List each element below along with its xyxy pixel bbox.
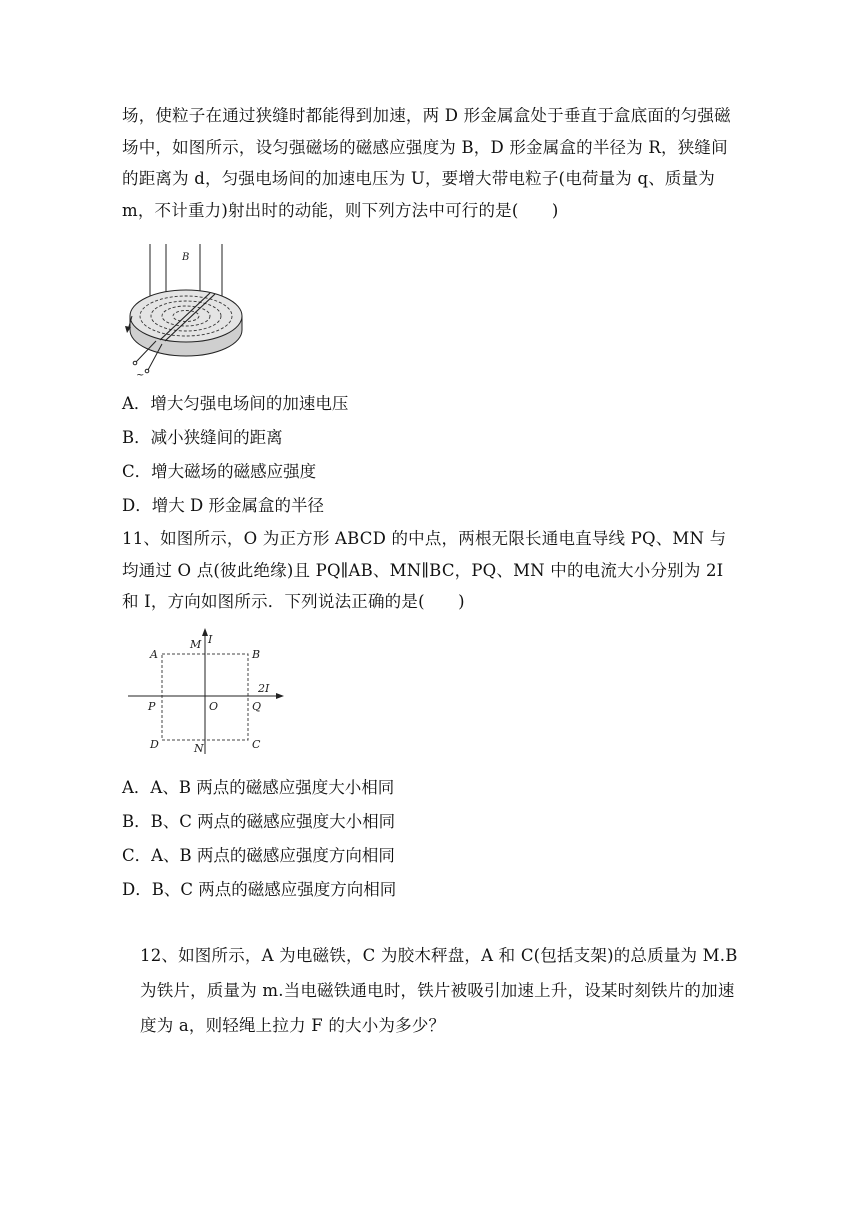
current-label-MN: I: [208, 633, 213, 646]
current-label-PQ: 2I: [258, 682, 270, 695]
label-N: N: [194, 742, 204, 755]
label-O: O: [209, 700, 219, 713]
q11-option-c: C．A、B 两点的磁感应强度方向相同: [122, 846, 395, 865]
q10-option-c: C．增大磁场的磁感应强度: [122, 462, 317, 481]
label-Q: Q: [252, 700, 262, 713]
field-label-B: B: [182, 252, 190, 263]
label-D: D: [150, 738, 159, 751]
label-M: M: [190, 638, 202, 651]
q10-option-b: B．减小狭缝间的距离: [122, 428, 283, 447]
ac-symbol: ~: [136, 370, 145, 378]
q12-stem: 12、如图所示，A 为电磁铁，C 为胶木秤盘，A 和 C(包括支架)的总质量为 M.B 为铁片，质量为 m.当电磁铁通电时，铁片被吸引加速上升，设某时刻铁片的加速度为 a，则轻绳上拉力 F 的大小为多少？: [140, 946, 738, 1035]
label-C: C: [252, 738, 261, 751]
q11-option-d: D．B、C 两点的磁感应强度方向相同: [122, 880, 397, 899]
q10-stem: 场，使粒子在通过狭缝时都能得到加速，两 D 形金属盒处于垂直于盒底面的匀强磁场中，如图所示，设匀强磁场的磁感应强度为 B，D 形金属盒的半径为 R，狭缝间的距离为 d，匀强电场间的加速电压为 U，要增大带电粒子(电荷量为 q、质量为 m，不计重力)射出时的动能，则下列方法中可行的是( ): [122, 106, 731, 220]
q10-option-d: D．增大 D 形金属盒的半径: [122, 496, 324, 515]
label-B: B: [252, 648, 261, 661]
label-P: P: [148, 700, 156, 713]
label-A: A: [150, 648, 158, 661]
q11-stem: 11、如图所示，O 为正方形 ABCD 的中点，两根无限长通电直导线 PQ、MN 与均通过 O 点(彼此绝缘)且 PQ∥AB、MN∥BC，PQ、MN 中的电流大小分别为 2I 和 I，方向如图所示．下列说法正确的是( ): [122, 529, 727, 611]
q11-option-a: A．A、B 两点的磁感应强度大小相同: [122, 778, 395, 797]
square-wires-figure: [124, 624, 294, 756]
q11-option-b: B．B、C 两点的磁感应强度大小相同: [122, 812, 396, 831]
cyclotron-figure: [118, 238, 248, 378]
q10-option-a: A．增大匀强电场间的加速电压: [122, 394, 349, 413]
